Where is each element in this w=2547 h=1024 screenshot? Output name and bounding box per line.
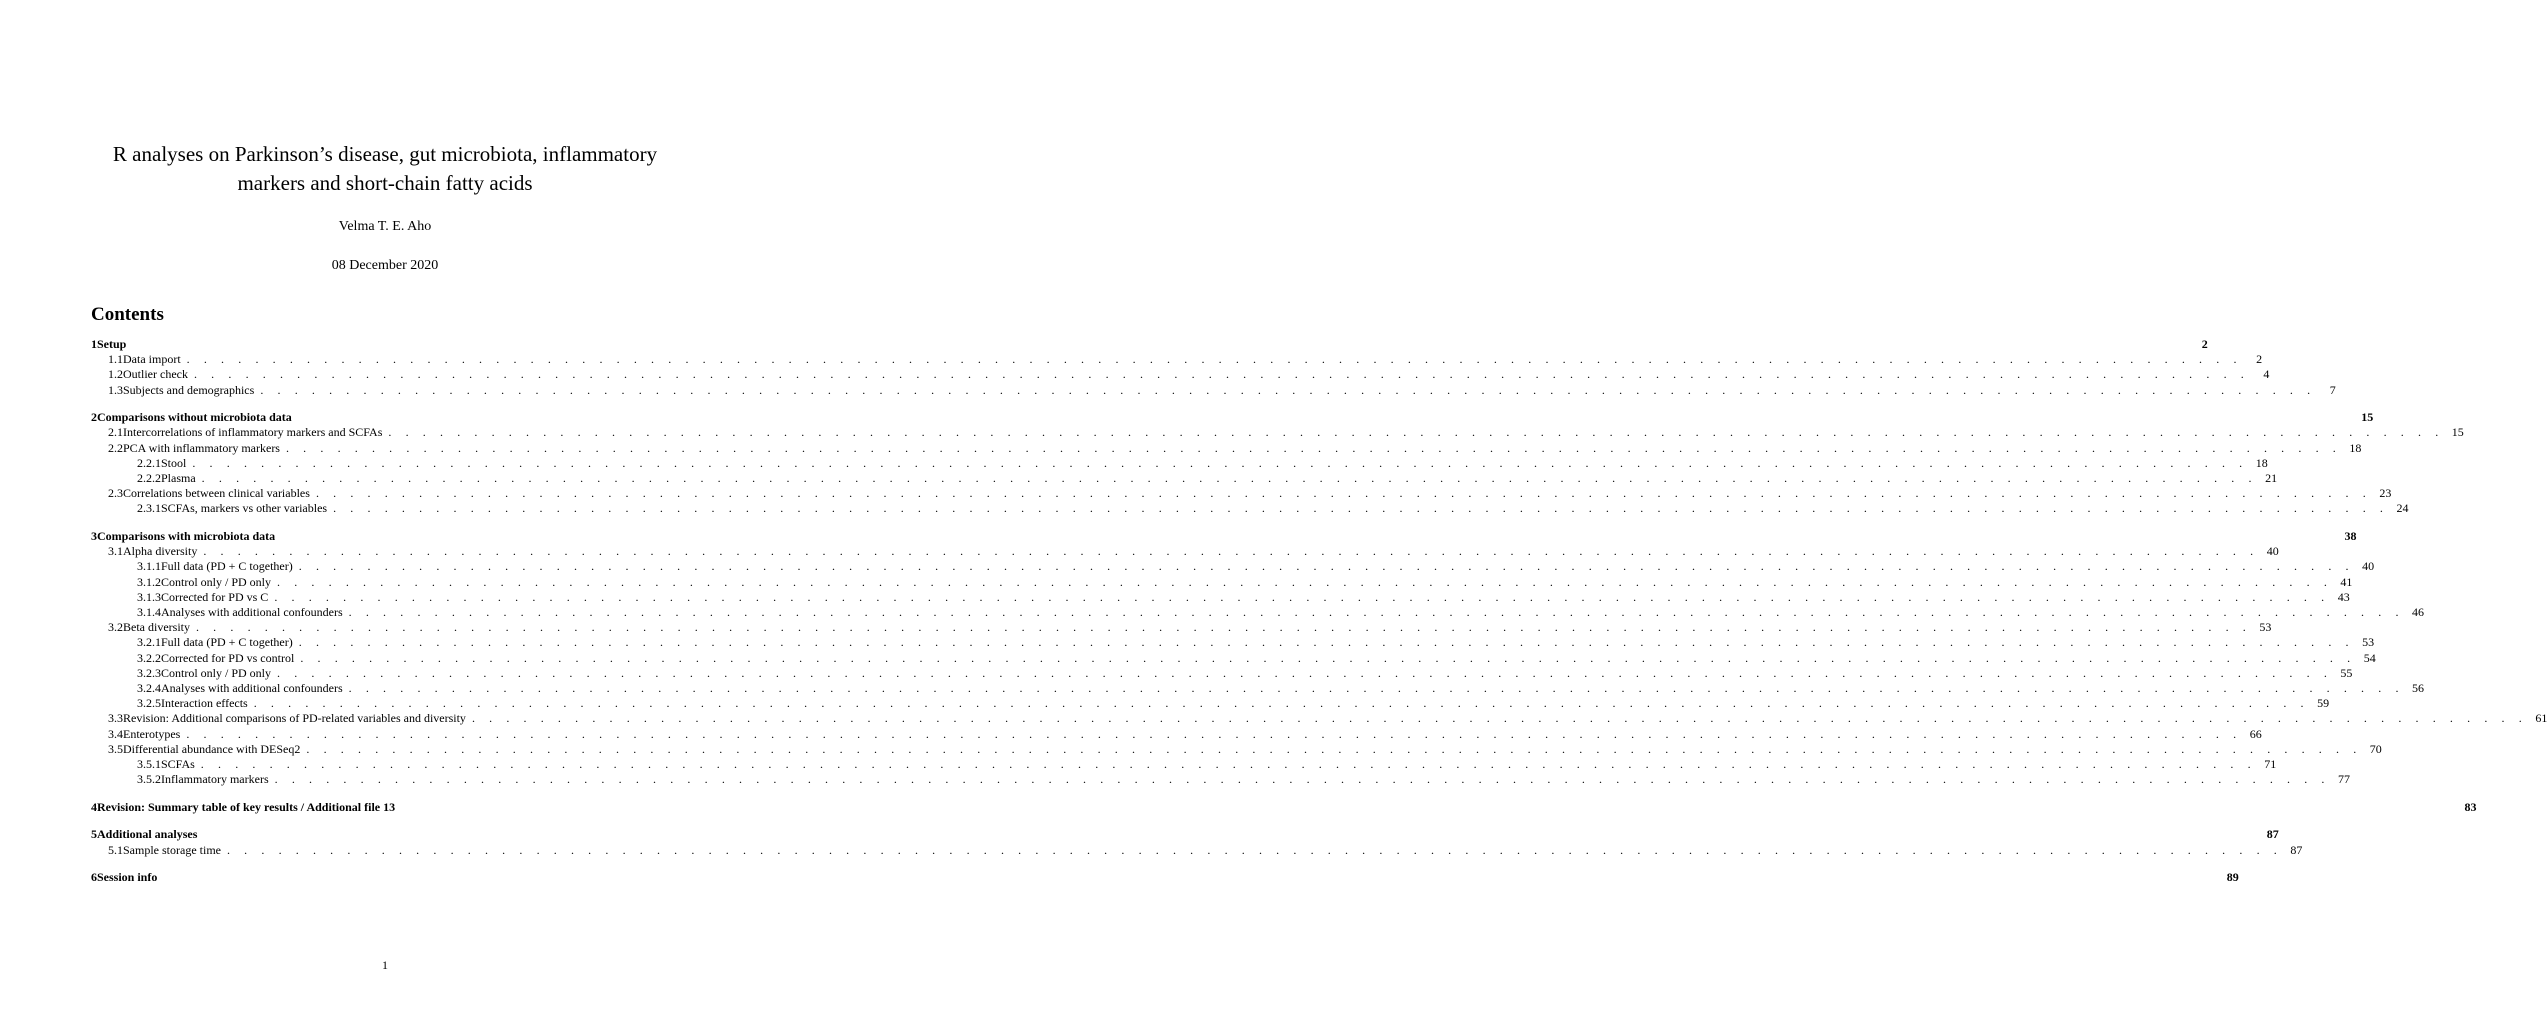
dot-leader: . . . . . . . . . . . . . . . . . . . . . . . . . . . . . . . . . . . . . . . . . . . . . . . . . . . . . . . . . . . . . . . . . . . . . . . . . . . . . . . . . . . . . . . . . . . . . . . . . . . . . . . . . . . . . . . . . . . . . . . . xyxy=(186,726,2242,741)
toc-number: 3.2.5 xyxy=(137,696,161,711)
dot-leader: . . . . . . . . . . . . . . . . . . . . . . . . . . . . . . . . . . . . . . . . . . . . . . . . . . . . . . . . . . . . . . . . . . . . . . . . . . . . . . . . . . . . . . . . . . . . . . . . . . . . . . . . . . . . . . . . . . . . . . . . xyxy=(277,665,2333,680)
toc-label: SCFAs xyxy=(161,756,195,771)
toc-number: 3.5.1 xyxy=(137,756,161,771)
toc-label: SCFAs, markers vs other variables xyxy=(161,501,328,516)
toc-page-number: 59 xyxy=(2317,696,2330,711)
toc-label: Corrected for PD vs C xyxy=(161,589,269,604)
toc-label: Outlier check xyxy=(123,367,188,382)
dot-leader: . . . . . . . . . . . . . . . . . . . . . . . . . . . . . . . . . . . . . . . . . . . . . . . . . . . . . . . . . . . . . . . . . . . . . . . . . . . . . . . . . . . . . . . . . . . . . . . . . . . . . . . . . . . . . . . . . . . . . . . . xyxy=(274,589,2330,604)
toc-subsubsection[interactable] xyxy=(91,471,2278,486)
toc-page-number: 15 xyxy=(2361,410,2374,425)
toc-label: Analyses with additional confounders xyxy=(161,605,343,619)
toc-label: Plasma xyxy=(161,471,196,485)
dot-leader: . . . . . . . . . . . . . . . . . . . . . . . . . . . . . . . . . . . . . . . . . . . . . . . . . . . . . . . . . . . . . . . . . . . . . . . . . . . . . . . . . . . . . . . . . . . . . . . . . . . . . . . . . . . . . . . . . . . . . . . . xyxy=(285,440,2342,455)
toc-subsubsection[interactable] xyxy=(91,455,2268,471)
toc-number: 6 xyxy=(91,870,97,885)
toc-page-number: 54 xyxy=(2363,650,2376,665)
toc-number: 3 xyxy=(91,529,97,544)
toc-label: Differential abundance with DESeq2 xyxy=(123,741,301,756)
toc-page-number: 23 xyxy=(2379,486,2392,501)
toc-label: Corrected for PD vs control xyxy=(161,650,295,665)
toc-label: Alpha diversity xyxy=(123,544,198,559)
toc-label: Sample storage time xyxy=(123,842,221,857)
dot-leader: . . . . . . . . . . . . . . . . . . . . . . . . . . . . . . . . . . . . . . . . . . . . . . . . . . . . . . . . . . . . . . . . . . . . . . . . . . . . . . . . . . . . . . . . . . . . . . . . . . . . . . . . . . . . . . . . . . . . . . . . xyxy=(195,620,2252,635)
toc-number: 3.2.4 xyxy=(137,680,161,695)
toc-number: 4 xyxy=(91,799,97,814)
toc-page-number: 70 xyxy=(2369,741,2382,756)
toc-number: 3.1.4 xyxy=(137,605,161,619)
toc-label: Intercorrelations of inflammatory markers and SCFAs xyxy=(123,425,383,440)
toc-number: 1 xyxy=(91,337,97,351)
toc-page-number: 40 xyxy=(2362,559,2375,574)
toc-page-number: 2 xyxy=(2201,337,2208,351)
toc-subsubsection[interactable] xyxy=(91,559,2375,574)
dot-leader: . . . . . . . . . . . . . . . . . . . . . . . . . . . . . . . . . . . . . . . . . . . . . . . . . . . . . . . . . . . . . . . . . . . . . . . . . . . . . . . . . . . . . . . . . . . . . . . . . . . . . . . . . . . . . . . . . . . . . . . . xyxy=(298,635,2355,650)
toc-page-number: 56 xyxy=(2412,680,2425,695)
dot-leader: . . . . . . . . . . . . . . . . . . . . . . . . . . . . . . . . . . . . . . . . . . . . . . . . . . . . . . . . . . . . . . . . . . . . . . . . . . . . . . . . . . . . . . . . . . . . . . . . . . . . . . . . . . . . . . . . . . . . . . . . xyxy=(203,544,2259,559)
toc-page-number: 4 xyxy=(2263,367,2270,382)
toc-number: 1.1 xyxy=(108,352,123,367)
toc-number: 3.2.3 xyxy=(137,665,161,680)
toc-subsubsection[interactable] xyxy=(91,665,2353,681)
toc-number: 3.1.1 xyxy=(137,559,161,574)
toc-number: 2.2 xyxy=(108,440,123,455)
toc-number: 2 xyxy=(91,410,97,425)
toc-page-number: 53 xyxy=(2259,620,2272,635)
toc-label: Subjects and demographics xyxy=(123,382,255,397)
dot-leader: . . . . . . . . . . . . . . . . . . . . . . . . . . . . . . . . . . . . . . . . . . . . . . . . . . . . . . . . . . . . . . . . . . . . . . . . . . . . . . . . . . . . . . . . . . . . . . . . . . . . . . . . . . . . . . . . . . . . . . . . xyxy=(226,842,2283,857)
dot-leader: . . . . . . . . . . . . . . . . . . . . . . . . . . . . . . . . . . . . . . . . . . . . . . . . . . . . . . . . . . . . . . . . . . . . . . . . . . . . . . . . . . . . . . . . . . . . . . . . . . . . . . . . . . . . . . . . . . . . . . . . xyxy=(201,471,2258,485)
toc-subsubsection[interactable] xyxy=(91,635,2375,650)
toc-page-number: 38 xyxy=(2344,529,2357,544)
toc-label: Full data (PD + C together) xyxy=(161,559,293,574)
dot-leader: . . . . . . . . . . . . . . . . . . . . . . . . . . . . . . . . . . . . . . . . . . . . . . . . . . . . . . . . . . . . . . . . . . . . . . . . . . . . . . . . . . . . . . . . . . . . . . . . . . . . . . . . . . . . . . . . . . . . . . . . xyxy=(277,574,2333,589)
dot-leader: . . . . . . . . . . . . . . . . . . . . . . . . . . . . . . . . . . . . . . . . . . . . . . . . . . . . . . . . . . . . . . . . . . . . . . . . . . . . . . . . . . . . . . . . . . . . . . . . . . . . . . . . . . . . . . . . . . . . . . . . xyxy=(300,650,2356,665)
toc-subsection[interactable] xyxy=(91,726,2262,742)
toc-label: Inflammatory markers xyxy=(161,772,269,787)
dot-leader: . . . . . . . . . . . . . . . . . . . . . . . . . . . . . . . . . . . . . . . . . . . . . . . . . . . . . . . . . . . . . . . . . . . . . . . . . . . . . . . . . . . . . . . . . . . . . . . . . . . . . . . . . . . . . . . . . . . . . . . . xyxy=(348,680,2405,695)
toc-label: Comparisons with microbiota data xyxy=(97,529,276,544)
toc-page-number: 21 xyxy=(2265,471,2278,485)
toc-label: Beta diversity xyxy=(123,620,190,635)
dot-leader: . . . . . . . . . . . . . . . . . . . . . . . . . . . . . . . . . . . . . . . . . . . . . . . . . . . . . . . . . . . . . . . . . . . . . . . . . . . . . . . . . . . . . . . . . . . . . . . . . . . . . . . . . . . . . . . . . . . . . . . . xyxy=(388,425,2444,440)
toc-label: Interaction effects xyxy=(161,696,248,711)
toc-label: PCA with inflammatory markers xyxy=(123,440,280,455)
toc-subsubsection[interactable] xyxy=(91,696,2330,711)
toc-number: 5.1 xyxy=(108,842,123,857)
toc-number: 3.1.2 xyxy=(137,574,161,589)
toc-number: 1.3 xyxy=(108,382,123,397)
toc-number: 3.2.1 xyxy=(137,635,161,650)
toc-subsection[interactable] xyxy=(91,352,2263,367)
dot-leader: . . . . . . . . . . . . . . . . . . . . . . . . . . . . . . . . . . . . . . . . . . . . . . . . . . . . . . . . . . . . . . . . . . . . . . . . . . . . . . . . . . . . . . . . . . . . . . . . . . . . . . . . . . . . . . . . . . . . . . . . xyxy=(186,352,2243,367)
toc-subsection[interactable] xyxy=(91,382,2336,398)
toc-number: 3.2.2 xyxy=(137,650,161,665)
dot-leader: . . . . . . . . . . . . . . . . . . . . . . . . . . . . . . . . . . . . . . . . . . . . . . . . . . . . . . . . . . . . . . . . . . . . . . . . . . . . . . . . . . . . . . . . . . . . . . . . . . . . . . . . . . . . . . . . . . . . . . . . xyxy=(193,367,2250,382)
table-of-contents xyxy=(91,337,2547,886)
toc-subsubsection[interactable] xyxy=(91,756,2277,772)
toc-number: 3.5.2 xyxy=(137,772,161,787)
toc-number: 2.2.1 xyxy=(137,455,161,470)
page-number: 1 xyxy=(382,958,388,972)
toc-subsubsection[interactable] xyxy=(91,589,2350,605)
toc-number: 1.2 xyxy=(108,367,123,382)
toc-label: Revision: Summary table of key results / Additional file 13 xyxy=(97,799,396,814)
toc-label: Session info xyxy=(97,870,158,885)
toc-subsection[interactable] xyxy=(91,486,2392,501)
dot-leader: . . . . . . . . . . . . . . . . . . . . . . . . . . . . . . . . . . . . . . . . . . . . . . . . . . . . . . . . . . . . . . . . . . . . . . . . . . . . . . . . . . . . . . . . . . . . . . . . . . . . . . . . . . . . . . . . . . . . . . . . xyxy=(333,501,2389,516)
toc-page-number: 7 xyxy=(2329,382,2336,397)
toc-subsubsection[interactable] xyxy=(91,650,2376,666)
dot-leader: . . . . . . . . . . . . . . . . . . . . . . . . . . . . . . . . . . . . . . . . . . . . . . . . . . . . . . . . . . . . . . . . . . . . . . . . . . . . . . . . . . . . . . . . . . . . . . . . . . . . . . . . . . . . . . . . . . . . . . . . xyxy=(471,711,2528,726)
toc-number: 2.1 xyxy=(108,425,123,440)
toc-page-number: 77 xyxy=(2338,772,2351,787)
toc-subsection[interactable] xyxy=(91,367,2270,382)
toc-label: Stool xyxy=(161,455,187,470)
toc-label: Revision: Additional comparisons of PD-related variables and diversity xyxy=(123,711,466,726)
toc-page-number: 46 xyxy=(2412,605,2425,619)
toc-page-number: 2 xyxy=(2256,352,2263,367)
toc-subsection[interactable] xyxy=(91,425,2464,440)
toc-number: 2.3 xyxy=(108,486,123,501)
toc-subsection[interactable] xyxy=(91,711,2547,726)
toc-label: Enterotypes xyxy=(123,726,181,741)
toc-number: 2.2.2 xyxy=(137,471,161,485)
toc-subsubsection[interactable] xyxy=(91,501,2409,516)
title-line-2: markers and short-chain fatty acids xyxy=(237,171,533,195)
toc-subsubsection[interactable] xyxy=(91,772,2351,787)
toc-number: 3.5 xyxy=(108,741,123,756)
toc-page-number: 71 xyxy=(2264,756,2277,771)
toc-label: Data import xyxy=(123,352,181,367)
toc-subsubsection[interactable] xyxy=(91,605,2425,620)
toc-label: Control only / PD only xyxy=(161,574,272,589)
dot-leader: . . . . . . . . . . . . . . . . . . . . . . . . . . . . . . . . . . . . . . . . . . . . . . . . . . . . . . . . . . . . . . . . . . . . . . . . . . . . . . . . . . . . . . . . . . . . . . . . . . . . . . . . . . . . . . . . . . . . . . . . xyxy=(274,772,2331,787)
toc-subsection[interactable] xyxy=(91,544,2279,559)
toc-label: Full data (PD + C together) xyxy=(161,635,293,650)
dot-leader: . . . . . . . . . . . . . . . . . . . . . . . . . . . . . . . . . . . . . . . . . . . . . . . . . . . . . . . . . . . . . . . . . . . . . . . . . . . . . . . . . . . . . . . . . . . . . . . . . . . . . . . . . . . . . . . . . . . . . . . . xyxy=(348,605,2405,619)
toc-page-number: 43 xyxy=(2337,589,2350,604)
toc-section[interactable] xyxy=(91,410,2374,425)
dot-leader: . . . . . . . . . . . . . . . . . . . . . . . . . . . . . . . . . . . . . . . . . . . . . . . . . . . . . . . . . . . . . . . . . . . . . . . . . . . . . . . . . . . . . . . . . . . . . . . . . . . . . . . . . . . . . . . . . . . . . . . . xyxy=(260,382,2316,397)
dot-leader: . . . . . . . . . . . . . . . . . . . . . . . . . . . . . . . . . . . . . . . . . . . . . . . . . . . . . . . . . . . . . . . . . . . . . . . . . . . . . . . . . . . . . . . . . . . . . . . . . . . . . . . . . . . . . . . . . . . . . . . . xyxy=(192,455,2248,470)
toc-number: 3.2 xyxy=(108,620,123,635)
toc-page-number: 40 xyxy=(2266,544,2279,559)
toc-page-number: 83 xyxy=(2464,799,2477,814)
toc-section[interactable] xyxy=(91,799,2477,815)
toc-section[interactable] xyxy=(91,529,2357,544)
dot-leader: . . . . . . . . . . . . . . . . . . . . . . . . . . . . . . . . . . . . . . . . . . . . . . . . . . . . . . . . . . . . . . . . . . . . . . . . . . . . . . . . . . . . . . . . . . . . . . . . . . . . . . . . . . . . . . . . . . . . . . . . xyxy=(253,696,2310,711)
toc-page-number: 41 xyxy=(2340,574,2353,589)
title-line-1: R analyses on Parkinson’s disease, gut microbiota, inflammatory xyxy=(112,142,658,166)
dot-leader: . . . . . . . . . . . . . . . . . . . . . . . . . . . . . . . . . . . . . . . . . . . . . . . . . . . . . . . . . . . . . . . . . . . . . . . . . . . . . . . . . . . . . . . . . . . . . . . . . . . . . . . . . . . . . . . . . . . . . . . . xyxy=(306,741,2362,756)
toc-page-number: 87 xyxy=(2290,842,2303,857)
toc-label: Comparisons without microbiota data xyxy=(97,410,292,425)
dot-leader: . . . . . . . . . . . . . . . . . . . . . . . . . . . . . . . . . . . . . . . . . . . . . . . . . . . . . . . . . . . . . . . . . . . . . . . . . . . . . . . . . . . . . . . . . . . . . . . . . . . . . . . . . . . . . . . . . . . . . . . . xyxy=(298,559,2355,574)
dot-leader: . . . . . . . . . . . . . . . . . . . . . . . . . . . . . . . . . . . . . . . . . . . . . . . . . . . . . . . . . . . . . . . . . . . . . . . . . . . . . . . . . . . . . . . . . . . . . . . . . . . . . . . . . . . . . . . . . . . . . . . . xyxy=(200,756,2257,771)
toc-subsection[interactable] xyxy=(91,741,2382,757)
toc-page-number: 89 xyxy=(2226,870,2239,885)
toc-page-number: 53 xyxy=(2362,635,2375,650)
dot-leader: . . . . . . . . . . . . . . . . . . . . . . . . . . . . . . . . . . . . . . . . . . . . . . . . . . . . . . . . . . . . . . . . . . . . . . . . . . . . . . . . . . . . . . . . . . . . . . . . . . . . . . . . . . . . . . . . . . . . . . . . xyxy=(315,486,2372,501)
toc-label: Setup xyxy=(97,337,127,351)
toc-number: 2.3.1 xyxy=(137,501,161,516)
toc-number: 3.4 xyxy=(108,726,123,741)
toc-page-number: 24 xyxy=(2396,501,2409,516)
toc-section[interactable] xyxy=(91,870,2239,885)
toc-section[interactable] xyxy=(91,337,2208,352)
toc-label: Control only / PD only xyxy=(161,665,272,680)
toc-number: 3.3 xyxy=(108,711,123,726)
toc-subsection[interactable] xyxy=(91,440,2362,456)
toc-subsubsection[interactable] xyxy=(91,680,2425,696)
toc-page-number: 87 xyxy=(2266,827,2279,842)
toc-number: 5 xyxy=(91,827,97,842)
toc-label: Additional analyses xyxy=(97,827,198,842)
toc-number: 3.1.3 xyxy=(137,589,161,604)
toc-page-number: 61 xyxy=(2535,711,2547,726)
toc-page-number: 18 xyxy=(2255,455,2268,470)
toc-number: 3.1 xyxy=(108,544,123,559)
author: Velma T. E. Aho xyxy=(338,219,432,234)
toc-label: Analyses with additional confounders xyxy=(161,680,343,695)
toc-section[interactable] xyxy=(91,827,2279,842)
contents-heading: Contents xyxy=(91,304,164,325)
document-title xyxy=(0,140,770,198)
toc-page-number: 15 xyxy=(2451,425,2464,440)
toc-subsection[interactable] xyxy=(91,842,2303,858)
toc-page-number: 18 xyxy=(2349,440,2362,455)
date: 08 December 2020 xyxy=(331,258,439,273)
toc-subsubsection[interactable] xyxy=(91,574,2353,590)
toc-subsection[interactable] xyxy=(91,620,2272,635)
toc-label: Correlations between clinical variables xyxy=(123,486,310,501)
toc-page-number: 55 xyxy=(2340,665,2353,680)
toc-page-number: 66 xyxy=(2249,726,2262,741)
